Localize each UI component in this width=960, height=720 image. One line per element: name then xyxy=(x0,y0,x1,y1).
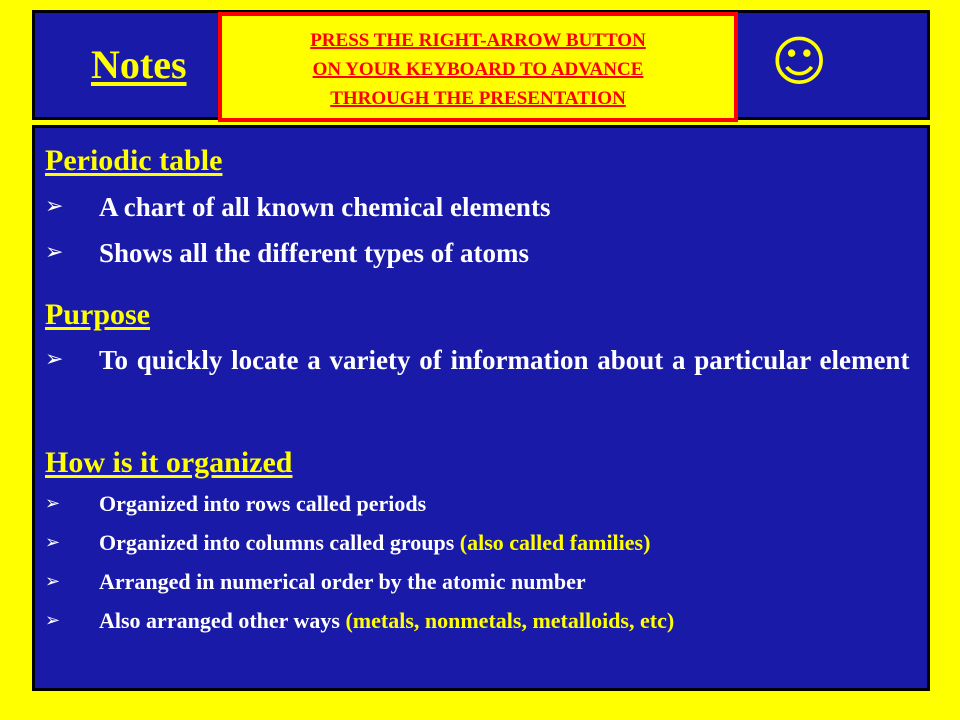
bullet-text: A chart of all known chemical elements xyxy=(99,192,551,222)
bullet-text: Also arranged other ways xyxy=(99,608,346,633)
notice-line-3: THROUGH THE PRESENTATION xyxy=(330,88,626,109)
smiley-icon: ☺ xyxy=(771,30,828,93)
heading-periodic-table: Periodic table xyxy=(45,144,223,177)
bullet-text: Organized into columns called groups xyxy=(99,530,460,555)
arrow-bullet-icon: ➢ xyxy=(45,194,64,219)
list-item xyxy=(45,185,923,229)
slide-title: Notes xyxy=(91,42,187,87)
list-item xyxy=(45,564,923,600)
arrow-bullet-icon: ➢ xyxy=(45,610,61,631)
bullet-text: To quickly locate a variety of information about a particular element xyxy=(99,345,910,375)
heading-organization: How is it organized xyxy=(45,446,293,479)
arrow-bullet-icon: ➢ xyxy=(45,240,64,265)
bullet-highlight: (also called families) xyxy=(459,530,651,555)
list-item xyxy=(45,231,923,275)
notice-line-1: PRESS THE RIGHT-ARROW BUTTON xyxy=(310,30,646,51)
list-item xyxy=(45,486,923,522)
notice-line-2: ON YOUR KEYBOARD TO ADVANCE xyxy=(312,59,644,80)
arrow-bullet-icon: ➢ xyxy=(45,532,61,553)
list-item xyxy=(45,525,923,561)
bullet-text: Arranged in numerical order by the atomic number xyxy=(99,569,586,594)
bullet-text: Shows all the different types of atoms xyxy=(99,238,529,268)
list-item xyxy=(45,338,923,382)
advance-notice xyxy=(218,12,738,122)
bullet-highlight: (metals, nonmetals, metalloids, etc) xyxy=(345,608,675,633)
list-item xyxy=(45,603,923,639)
bullet-text: Organized into rows called periods xyxy=(99,491,427,516)
arrow-bullet-icon: ➢ xyxy=(45,493,61,514)
content-panel xyxy=(32,125,930,691)
heading-purpose: Purpose xyxy=(45,298,150,331)
arrow-bullet-icon: ➢ xyxy=(45,571,61,592)
arrow-bullet-icon: ➢ xyxy=(45,347,64,372)
